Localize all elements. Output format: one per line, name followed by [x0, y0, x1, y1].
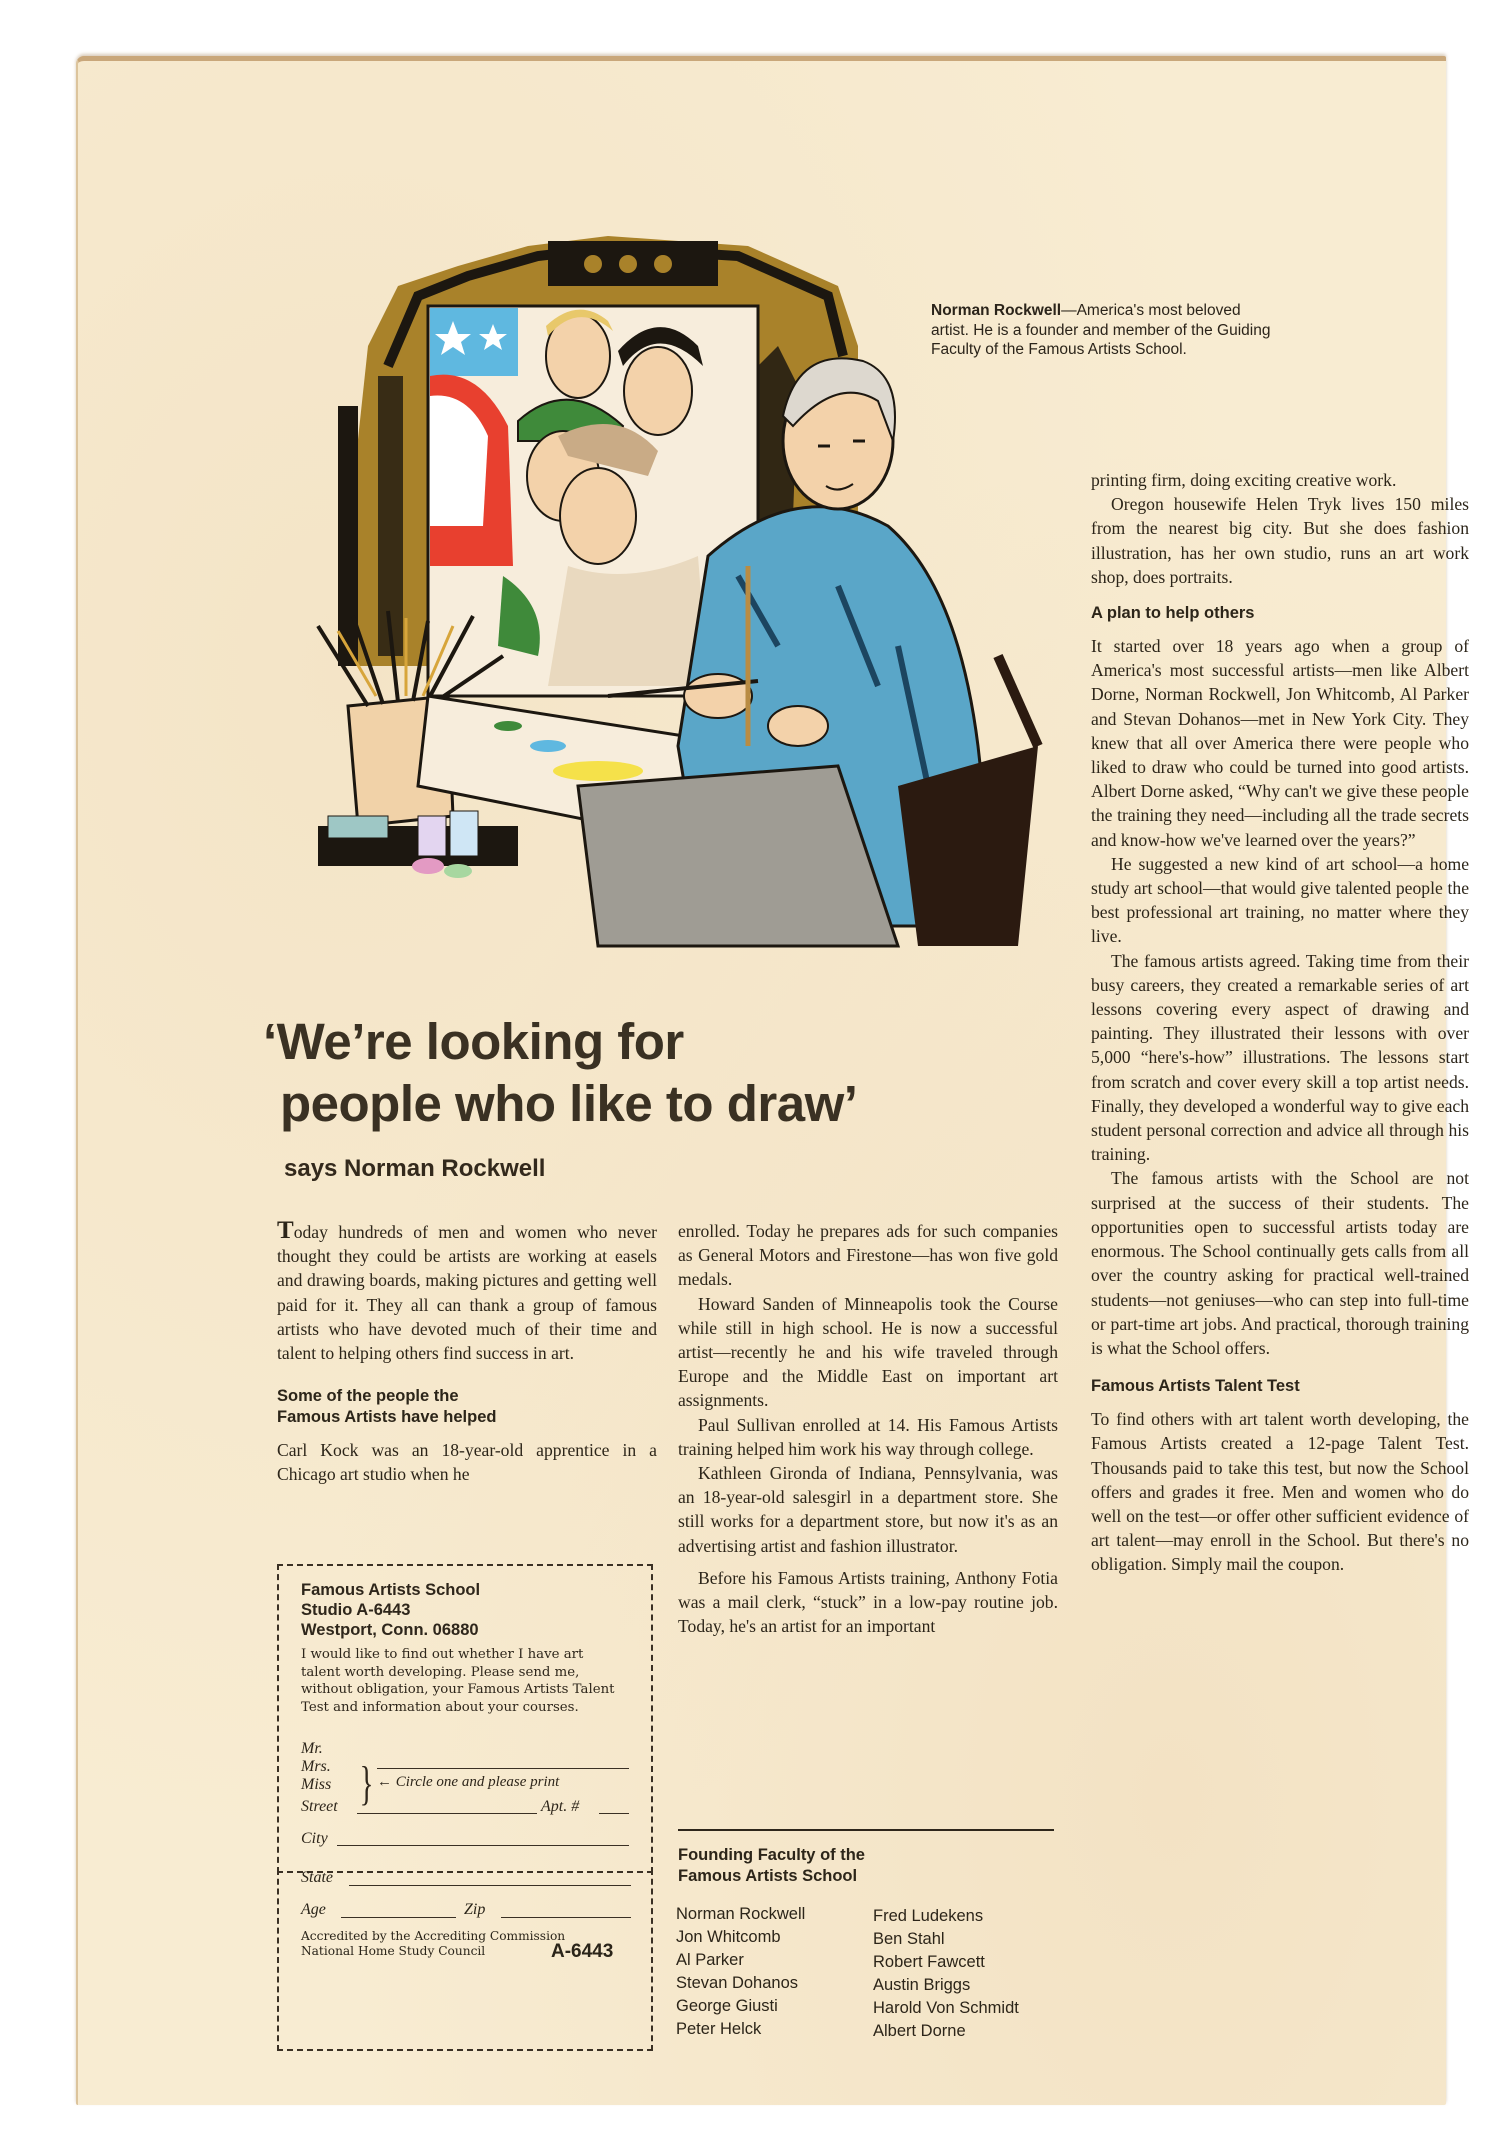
- divider-rule: [678, 1829, 1054, 1831]
- zip-label: Zip: [464, 1901, 486, 1918]
- faculty-member: Fred Ludekens: [873, 1907, 984, 1925]
- faculty-heading: Founding Faculty of the Famous Artists School: [678, 1846, 865, 1885]
- caption-text: —America's most beloved artist. He is a founder and member of the Guiding Faculty of the Famous Artists School.: [931, 302, 1271, 358]
- name-field[interactable]: [377, 1768, 629, 1769]
- drop-cap: T: [277, 1217, 294, 1244]
- state-label: State: [301, 1869, 333, 1886]
- title-miss[interactable]: Miss: [301, 1776, 332, 1793]
- subhead-people-helped: Some of the people the Famous Artists have helped: [277, 1387, 497, 1427]
- howard-sanden-paragraph: Howard Sanden of Minneapolis took the Course while still in high school. He is now a successful artist—recently he and his wife traveled through Europe and the Middle East on important art assignments.: [678, 1293, 1058, 1411]
- helen-tryk-paragraph: Oregon housewife Helen Tryk lives 150 miles from the nearest big city. But she does fashion illustration, has her own studio, runs an art work shop, does portraits.: [1091, 494, 1469, 587]
- apt-label: Apt. #: [541, 1798, 580, 1815]
- headline: [263, 1011, 857, 1135]
- state-field[interactable]: [349, 1885, 631, 1886]
- age-label: Age: [301, 1901, 326, 1918]
- lessons-paragraph: The famous artists agreed. Taking time from their busy careers, they created a remarkable series of art lessons covering every aspect of drawing and painting. They illustrated their lessons with over 5,000 “here's-how” illustrations. The lessons start from scratch and cover every skill a top artist needs. Finally, they developed a wonderful way to give each student personal correction and advice all through his training.: [1091, 950, 1469, 1165]
- title-options[interactable]: [301, 1740, 331, 1794]
- paul-sullivan-paragraph: Paul Sullivan enrolled at 14. His Famous Artists training helped him work his way through college.: [678, 1414, 1058, 1459]
- anthony-fotia-paragraph: Before his Famous Artists training, Anthony Fotia was a mail clerk, “stuck” in a low-pay routine job. Today, he's an artist for an important: [678, 1567, 1058, 1637]
- kathleen-gironda-paragraph: Kathleen Gironda of Indiana, Pennsylvania, was an 18-year-old salesgirl in a department store. She still works for a department store, but now it's as an advertising artist and fashion illustrator.: [678, 1463, 1058, 1556]
- age-field[interactable]: [341, 1917, 456, 1918]
- apt-field[interactable]: [599, 1813, 629, 1814]
- history-paragraph: It started over 18 years ago when a group of America's most successful artists—men like Albert Dorne, Norman Rockwell, Jon Whitcomb, Al Parker and Stevan Dohanos—met in New York City. They knew that all over America there were people who liked to draw who could be turned into good artists. Albert Dorne asked, “Why can't we give these people the training they need—including all the trade secrets and know-how we've learned over the years?”: [1091, 636, 1469, 850]
- faculty-member: Harold Von Schmidt: [873, 1999, 1019, 2017]
- city-field[interactable]: [337, 1845, 629, 1846]
- coupon-request-text: I would like to find out whether I have art talent worth developing. Please send me, without obligation, your Famous Artists Talent Test and information about your courses.: [301, 1647, 615, 1715]
- anthony-fotia-continued: printing firm, doing exciting creative work.: [1091, 470, 1397, 490]
- byline: says Norman Rockwell: [284, 1155, 546, 1182]
- headline-line-1: ‘We’re looking for: [263, 1013, 684, 1070]
- faculty-member: George Giusti: [676, 1997, 778, 2015]
- coupon-address: Famous Artists School Studio A-6443 Westport, Conn. 06880: [301, 1581, 481, 1639]
- carl-kock-paragraph: Carl Kock was an 18-year-old apprentice in a Chicago art studio when he: [277, 1440, 657, 1485]
- brace-icon: }: [359, 1757, 374, 1810]
- zip-field[interactable]: [501, 1917, 631, 1918]
- faculty-member: Stevan Dohanos: [676, 1974, 799, 1992]
- faculty-member: Robert Fawcett: [873, 1953, 985, 1971]
- coupon-code: A-6443: [551, 1941, 614, 1962]
- faculty-member: Al Parker: [676, 1951, 744, 1969]
- magazine-page: [76, 56, 1469, 2105]
- faculty-member: Austin Briggs: [873, 1976, 971, 1994]
- faculty-member: Norman Rockwell: [676, 1905, 806, 1923]
- faculty-member: Jon Whitcomb: [676, 1928, 781, 1946]
- middle-column: [678, 1219, 1058, 1638]
- illustration-caption: [931, 301, 1271, 360]
- talent-test-paragraph: To find others with art talent worth developing, the Famous Artists created a 12-page Talent Test. Thousands paid to take this test, but now the School offers and grades it free. Men and women who do well on the test—or offer other sufficient evidence of art talent—may enroll in the School. But there's no obligation. Simply mail the coupon.: [1091, 1409, 1469, 1575]
- coupon-lower: [277, 1869, 653, 2051]
- right-column: [1091, 468, 1469, 1577]
- name-hint: ← Circle one and please print: [377, 1774, 560, 1790]
- faculty-member: Ben Stahl: [873, 1930, 945, 1948]
- subhead-talent-test: Famous Artists Talent Test: [1091, 1377, 1300, 1396]
- city-label: City: [301, 1830, 328, 1847]
- left-column: [277, 1219, 657, 1487]
- opportunities-paragraph: The famous artists with the School are not surprised at the success of their students. The opportunities open to successful artists today are enormous. The School continually gets calls from all over the country asking for practical well-trained students—not geniuses—who can step into full-time or part-time art jobs. And practical, thorough training is what the School offers.: [1091, 1168, 1469, 1358]
- intro-paragraph: Today hundreds of men and women who never thought they could be artists are working at easels and drawing boards, making pictures and getting well paid for it. They all can thank a group of famous artists who have devoted much of their time and talent to helping others find success in art.: [277, 1217, 657, 1364]
- subhead-plan: A plan to help others: [1091, 604, 1255, 623]
- street-field[interactable]: [357, 1813, 537, 1814]
- title-mrs[interactable]: Mrs.: [301, 1758, 331, 1775]
- faculty-list-a: [676, 1903, 805, 2041]
- street-label: Street: [301, 1798, 338, 1815]
- home-study-paragraph: He suggested a new kind of art school—a home study art school—that would give talented people the best professional art training, no matter where they live.: [1091, 853, 1469, 947]
- faculty-member: Albert Dorne: [873, 2022, 966, 2040]
- faculty-list-b: [873, 1905, 1019, 2043]
- title-mr[interactable]: Mr.: [301, 1740, 323, 1757]
- caption-name: Norman Rockwell: [931, 302, 1062, 319]
- mail-in-coupon[interactable]: [277, 1564, 653, 1873]
- accreditation: Accredited by the Accrediting Commission National Home Study Council: [301, 1929, 566, 1958]
- carl-kock-continued: enrolled. Today he prepares ads for such companies as General Motors and Firestone—has won five gold medals.: [678, 1221, 1058, 1290]
- faculty-member: Peter Helck: [676, 2020, 762, 2038]
- headline-line-2: people who like to draw’: [280, 1075, 858, 1132]
